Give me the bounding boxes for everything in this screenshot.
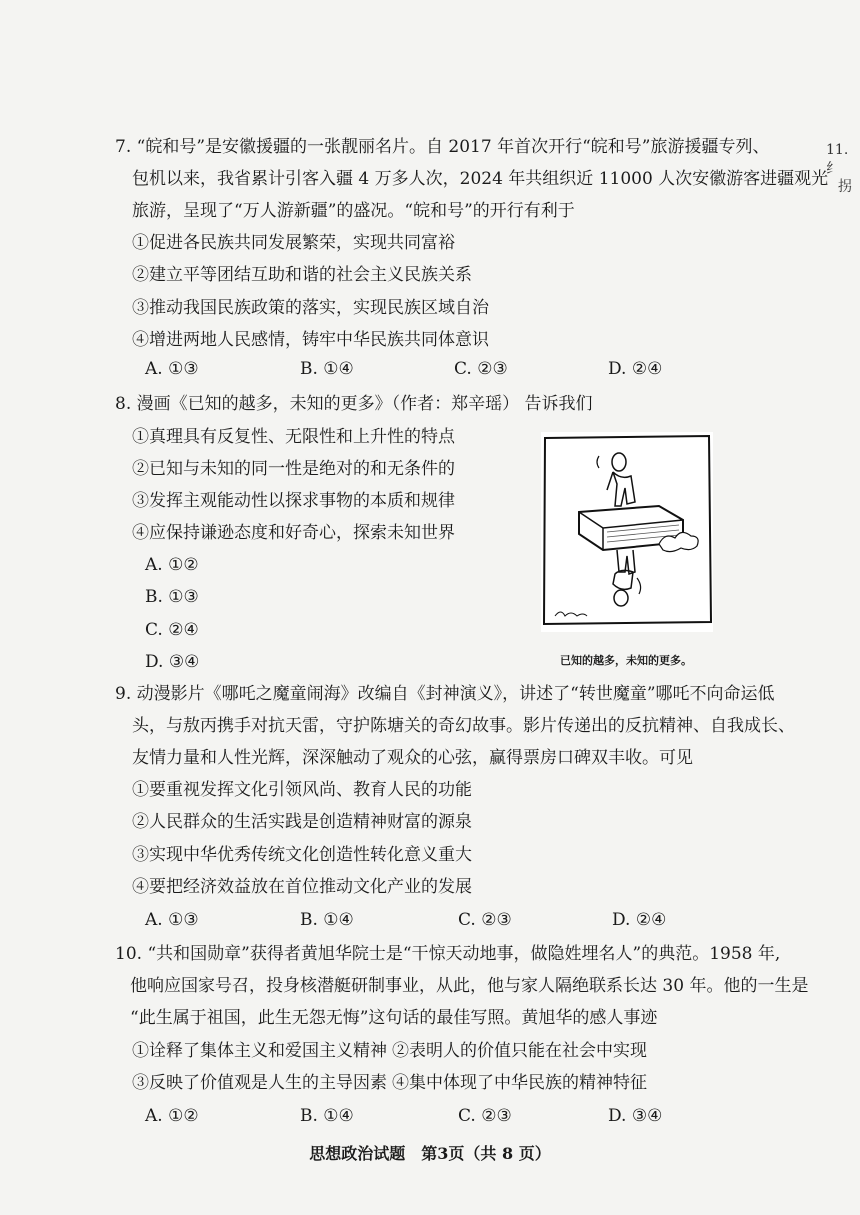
q10-option-c[interactable]: C. ②③ bbox=[458, 1106, 512, 1126]
q7-option-a[interactable]: A. ①③ bbox=[145, 359, 199, 379]
q9-stem-line-3: 友情力量和人性光辉，深深触动了观众的心弦，赢得票房口碑双丰收。可见 bbox=[132, 748, 693, 768]
q7-option-d[interactable]: D. ②④ bbox=[608, 359, 663, 379]
q9-item-1: ①要重视发挥文化引领风尚、教育人民的功能 bbox=[132, 780, 472, 800]
q8-stem: 8. 漫画《已知的越多，未知的更多》（作者：郑辛瑶） 告诉我们 bbox=[115, 394, 593, 414]
q10-stem-line-2: 他响应国家号召，投身核潜艇研制事业，从此，他与家人隔绝联系长达 30 年。他的一生是 bbox=[130, 976, 809, 996]
cartoon-drawing bbox=[541, 432, 713, 632]
q7-item-1: ①促进各民族共同发展繁荣，实现共同富裕 bbox=[132, 233, 455, 253]
q10-stem-line-1: 10. “共和国勋章”获得者黄旭华院士是“干惊天动地事，做隐姓埋名人”的典范。1958 年, bbox=[115, 944, 781, 964]
q8-option-a[interactable]: A. ①② bbox=[145, 555, 199, 575]
q8-item-4: ④应保持谦逊态度和好奇心，探索未知世界 bbox=[132, 523, 455, 543]
q9-stem-line-2: 头，与敖丙携手对抗天雷，守护陈塘关的奇幻故事。影片传递出的反抗精神、自我成长、 bbox=[132, 716, 795, 736]
cartoon-image bbox=[541, 432, 713, 632]
q7-item-3: ③推动我国民族政策的落实，实现民族区域自治 bbox=[132, 298, 489, 318]
q10-item-4: ④集中体现了中华民族的精神特征 bbox=[392, 1073, 647, 1093]
q7-stem-line-1: 7. “皖和号”是安徽援疆的一张靓丽名片。自 2017 年首次开行“皖和号”旅游援疆专列、 bbox=[115, 137, 770, 157]
q8-option-c[interactable]: C. ②④ bbox=[145, 620, 199, 640]
q7-item-4: ④增进两地人民感情，铸牢中华民族共同体意识 bbox=[132, 330, 489, 350]
q10-item-2: ②表明人的价值只能在社会中实现 bbox=[392, 1041, 647, 1061]
q8-item-2: ②已知与未知的同一性是绝对的和无条件的 bbox=[132, 459, 455, 479]
page-footer: 思想政治试题 第3页（共 8 页） bbox=[309, 1144, 551, 1163]
q7-stem-line-2: 包机以来，我省累计引客入疆 4 万多人次，2024 年共组织近 11000 人次安徽游客进疆观光 bbox=[132, 169, 829, 189]
q8-option-b[interactable]: B. ①③ bbox=[145, 587, 199, 607]
q9-option-c[interactable]: C. ②③ bbox=[458, 910, 512, 930]
q8-option-d[interactable]: D. ③④ bbox=[145, 652, 200, 672]
q10-item-1: ①诠释了集体主义和爱国主义精神 bbox=[132, 1041, 387, 1061]
q11-edge-number: 11. 纟 bbox=[826, 142, 849, 177]
q7-stem-line-3: 旅游，呈现了“万人游新疆”的盛况。“皖和号”的开行有利于 bbox=[132, 201, 575, 221]
q10-item-3: ③反映了价值观是人生的主导因素 bbox=[132, 1073, 387, 1093]
q7-item-2: ②建立平等团结互助和谐的社会主义民族关系 bbox=[132, 265, 472, 285]
q8-item-3: ③发挥主观能动性以探求事物的本质和规律 bbox=[132, 491, 455, 511]
q9-stem-line-1: 9. 动漫影片《哪吒之魔童闹海》改编自《封神演义》，讲述了“转世魔童”哪吒不向命运低 bbox=[115, 684, 775, 704]
q10-stem-line-3: “此生属于祖国，此生无怨无悔”这句话的最佳写照。黄旭华的感人事迹 bbox=[130, 1008, 658, 1028]
q10-option-d[interactable]: D. ③④ bbox=[608, 1106, 663, 1126]
cartoon-caption: 已知的越多，未知的更多。 bbox=[560, 654, 692, 667]
q7-option-b[interactable]: B. ①④ bbox=[300, 359, 354, 379]
q9-option-a[interactable]: A. ①③ bbox=[145, 910, 199, 930]
q11-edge-fragment: 拐 bbox=[838, 179, 852, 195]
q9-item-3: ③实现中华优秀传统文化创造性转化意义重大 bbox=[132, 845, 472, 865]
q9-option-b[interactable]: B. ①④ bbox=[300, 910, 354, 930]
q8-item-1: ①真理具有反复性、无限性和上升性的特点 bbox=[132, 427, 455, 447]
q9-item-4: ④要把经济效益放在首位推动文化产业的发展 bbox=[132, 877, 472, 897]
q7-option-c[interactable]: C. ②③ bbox=[454, 359, 508, 379]
q9-item-2: ②人民群众的生活实践是创造精神财富的源泉 bbox=[132, 812, 472, 832]
q10-option-a[interactable]: A. ①② bbox=[145, 1106, 199, 1126]
q9-option-d[interactable]: D. ②④ bbox=[612, 910, 667, 930]
q10-option-b[interactable]: B. ①④ bbox=[300, 1106, 354, 1126]
